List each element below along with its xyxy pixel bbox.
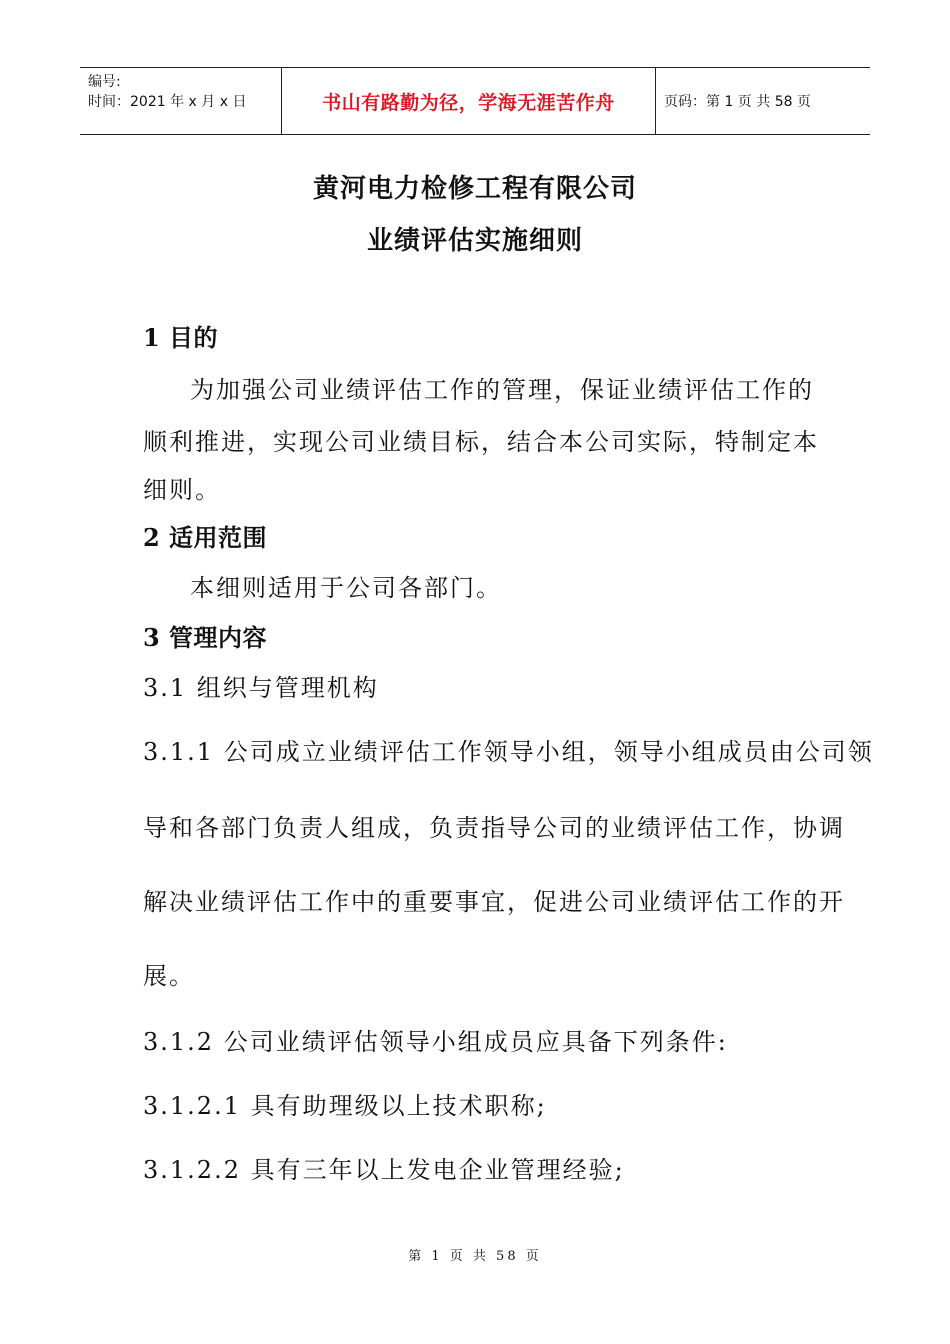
paragraph-line: 顺利推进，实现公司业绩目标，结合本公司实际，特制定本 [143,428,819,456]
header-motto: 书山有路勤为径，学海无涯苦作舟 [282,68,656,134]
section-heading-scope: 2 适用范围 [143,523,268,552]
paragraph-line: 细则。 [143,476,221,504]
subsection-heading: 3.1 组织与管理机构 [143,674,379,702]
paragraph-line: 解决业绩评估工作中的重要事宜，促进公司业绩评估工作的开 [143,888,845,916]
section-heading-content: 3 管理内容 [143,623,268,652]
paragraph-line: 本细则适用于公司各部门。 [190,574,502,602]
clause-item: 3.1.2 公司业绩评估领导小组成员应具备下列条件: [143,1028,728,1056]
paragraph-line: 展。 [143,962,195,990]
document-header [80,67,870,135]
document-number-label: 编号: [88,74,121,90]
header-meta-cell [80,68,282,134]
clause-item: 3.1.2.1 具有助理级以上技术职称; [143,1092,547,1120]
section-heading-purpose: 1 目的 [143,323,219,352]
document-title: 业绩评估实施细则 [366,226,583,256]
header-page-info: 页码：第 1 页 共 58 页 [664,94,811,110]
company-title: 黄河电力检修工程有限公司 [312,174,637,204]
paragraph-line: 导和各部门负责人组成，负责指导公司的业绩评估工作，协调 [143,814,845,842]
paragraph-line: 3.1.1 公司成立业绩评估工作领导小组，领导小组成员由公司领 [143,738,874,766]
page-footer: 第 1 页 共 58 页 [408,1249,542,1264]
document-date: 时间：2021 年 x 月 x 日 [88,94,247,110]
paragraph-line: 为加强公司业绩评估工作的管理，保证业绩评估工作的 [190,376,814,404]
clause-item: 3.1.2.2 具有三年以上发电企业管理经验; [143,1156,625,1184]
